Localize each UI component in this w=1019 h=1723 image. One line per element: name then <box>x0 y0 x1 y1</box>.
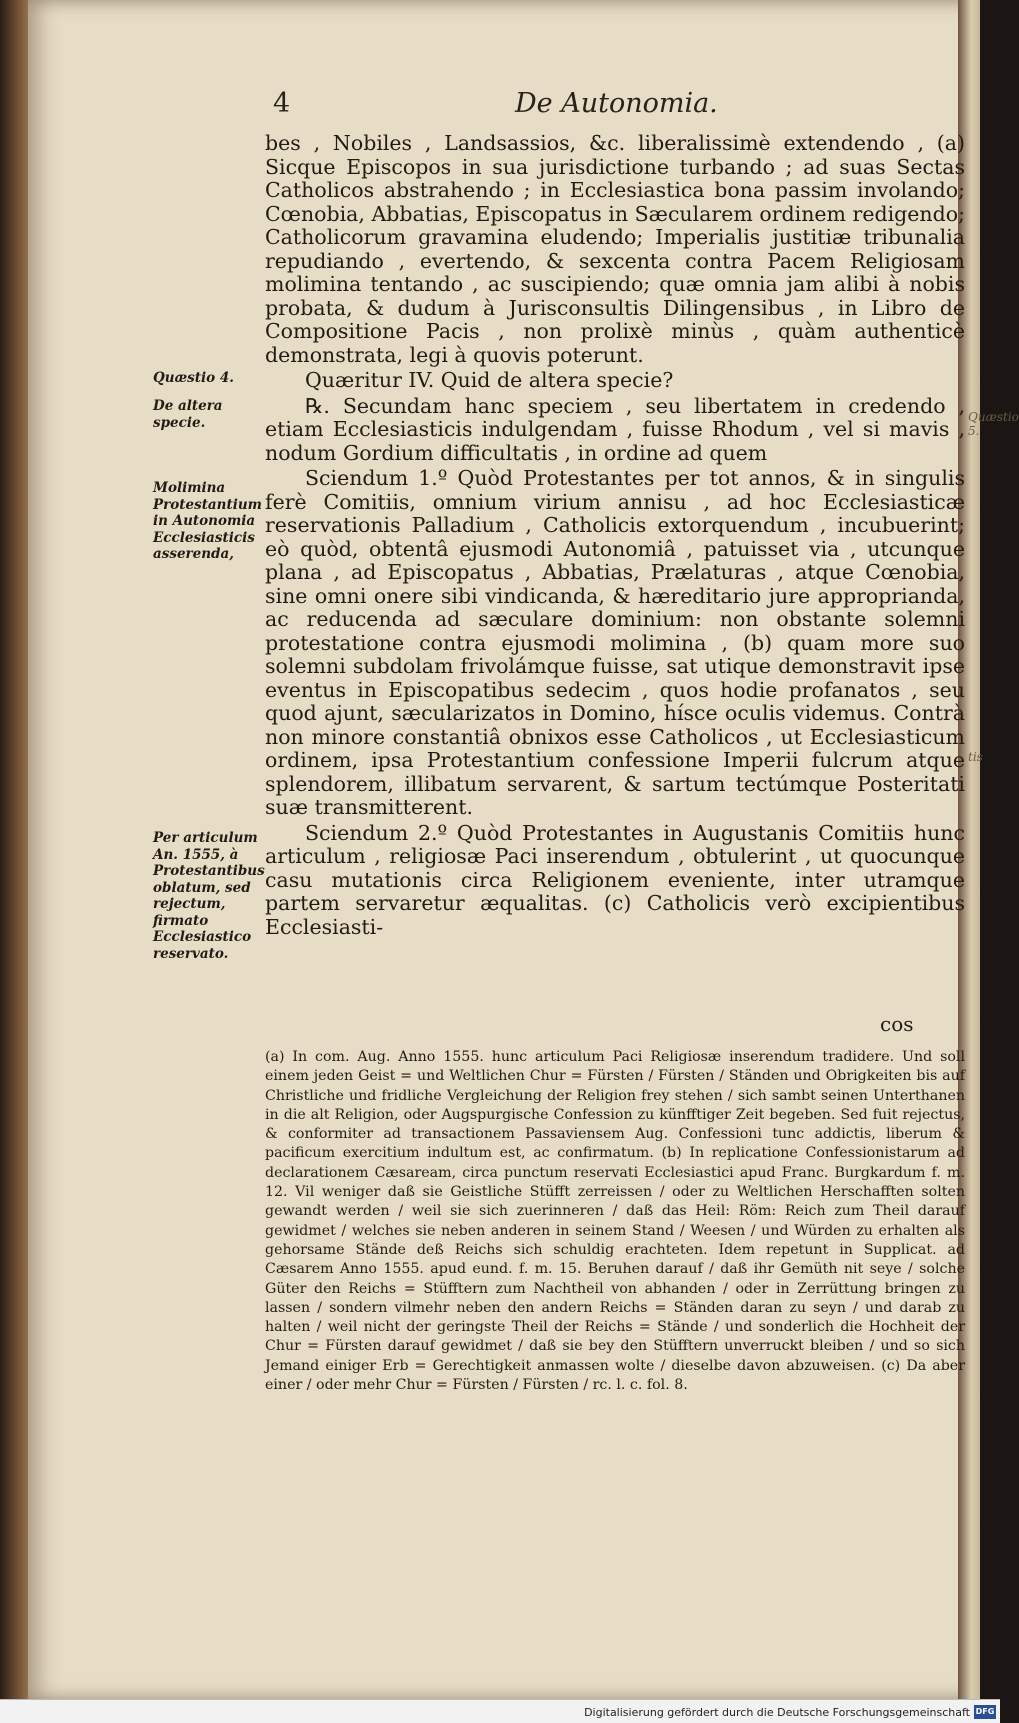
footnotes <box>265 1048 965 1395</box>
paragraph-sciendum-2: Sciendum 2.º Quòd Protestantes in Augustanis Comitiis hunc articulum , religiosæ Paci inserendum , obtulerint , ut quocunque casu mutationis circa Religionem eveniente, inter utramque partem servaretur æqualitas. (c) Catholicis verò excipientibus Ecclesiasti- <box>265 820 965 939</box>
catchword: cos <box>880 1012 914 1036</box>
paragraph-1: bes , Nobiles , Landsassios, &c. liberalissimè extendendo , (a) Sicque Episcopos in sua jurisdictione turbando ; ad suas Sectas Catholicos abstrahendo ; in Ecclesiastica bona passim involando; Cœnobia, Abbatias, Episcopatus in Sæcularem ordinem redigendo; Catholicorum gravamina eludendo; Imperialis justitiæ tribunalia repudiando , evertendo, & sexcenta contra Pacem Religiosam molimina tentando , ac suscipiendo; quæ omnia jam alibi à nobis probata, & dudum à Jurisconsultis Dilingensibus , in Libro de Compositione Pacis , non prolixè minùs , quàm authenticè demonstrata, legi à quovis poterunt. <box>265 131 965 367</box>
marginal-note-molimina: Molimina Protestantium in Autonomia Ecclesiasticis asserenda, <box>153 480 262 562</box>
footer-text: Digitalisierung gefördert durch die Deutsche Forschungsgemeinschaft <box>584 1706 970 1719</box>
footnote-block: (a) In com. Aug. Anno 1555. hunc articulum Paci Religiosæ inserendum tradidere. Und soll einem jeden Geist = und Weltlichen Chur = Fürsten / Fürsten / Ständen und Obrigkeiten bis auf Christliche und fridliche Vergleichung der Religion frey stehen / sich sambt seinen Unterthanen in die alt Religion, oder Augspurgische Confession zu künfftiger Zeit begeben. Sed fuit rejectus, & conformiter ad transactionem Passaviensem Aug. Confessioni tunc addictis, liberum & pacificum exercitium indultum est, ac confirmatum. (b) In replicatione Confessionistarum ad declarationem Cæsaream, circa punctum reservati Ecclesiastici apud Franc. Burgkardum f. m. 12. Vil weniger daß sie Geistliche Stüfft zerreissen / oder zu Weltlichen Herschafften solten gewandt werden / weil sie sich zuerinneren / daß das Heil: Röm: Reich zum Theil darauf gewidmet / welches sie neben anderen in seinem Stand / Weesen / und Würden zu erhalten als gehorsame Stände deß Reichs sich schuldig erachteten. Idem repetunt in Supplicat. ad Cæsarem Anno 1555. apud eund. f. m. 15. Beruhen darauf / daß ihr Gemüth nit seye / solche Güter den Reichs = Stüfftern zum Nachtheil von abhanden / oder in Zerrüttung bringen zu lassen / sondern vilmehr neben den andern Reichs = Ständen daran zu seyn / und darab zu halten / weil nicht der geringste Theil der Reichs = Stände / und sonderlich die Hochheit der Chur = Fürsten darauf gewidmet / daß sie bey den Stüfftern unverruckt bleiben / und so sich Jemand einiger Erb = Gerechtigkeit anmassen wolte / dieselbe davon abzuweisen. (c) Da aber einer / oder mehr Chur = Fürsten / Fürsten / rc. l. c. fol. 8. <box>265 1049 965 1394</box>
facing-page-scrap-1: Quæstio 5. <box>968 410 1019 438</box>
page-header <box>265 88 965 128</box>
marginal-note-quaestio: Quæstio 4. <box>153 370 234 386</box>
paragraph-response: ℞. Secundam hanc speciem , seu libertatem in credendo , etiam Ecclesiasticis indulgendam , fuisse Rhodum , vel si mavis , nodum Gordium difficultatis , in ordine ad quem <box>265 393 965 465</box>
marginal-note-articulum: Per articulum An. 1555, à Protestantibus oblatum, sed rejectum, firmato Ecclesiastico reservato. <box>153 830 265 962</box>
paragraph-sciendum-1: Sciendum 1.º Quòd Protestantes per tot annos, & in singulis ferè Comitiis, omnium virium annisu , ad hoc Ecclesiasticæ reservationis Palladium , Catholicis extorquendum , incubuerint; eò quòd, obtentâ ejusmodi Autonomiâ , patuisset via , utcunque plana , ad Episcopatus , Abbatias, Prælaturas , atque Cœnobia, sine omni onere sibi vindicanda, & hæreditario jure approprianda, ac reducenda ad sæculare dominium: non obstante solemni protestatione contra ejusmodi molimina , (b) quam more suo solemni subdolam frivolámque fuisse, sat utique demonstravit ipse eventus in Episcopatibus sedecim , quos hodie profanatos , seu quod ajunt, sæcularizatos in Domino, hísce oculis videmus. Contrà non minore constantiâ obnixos esse Catholicos , ut Ecclesiasticum ordinem, ipsa Protestantium confessione Imperii fulcrum atque splendorem, illibatum servarent, & sartum tectúmque Posteritati suæ transmitterent. <box>265 466 965 819</box>
facing-page-scrap-2: tis <box>968 750 983 764</box>
dfg-logo: DFG <box>974 1705 996 1719</box>
page-number: 4 <box>273 88 291 119</box>
main-text <box>265 132 965 941</box>
running-title: De Autonomia. <box>515 88 718 119</box>
paragraph-question: Quæritur IV. Quid de altera specie? <box>305 368 674 392</box>
footer-bar <box>0 1699 1000 1723</box>
marginal-note-altera-specie: De altera specie. <box>153 398 223 431</box>
